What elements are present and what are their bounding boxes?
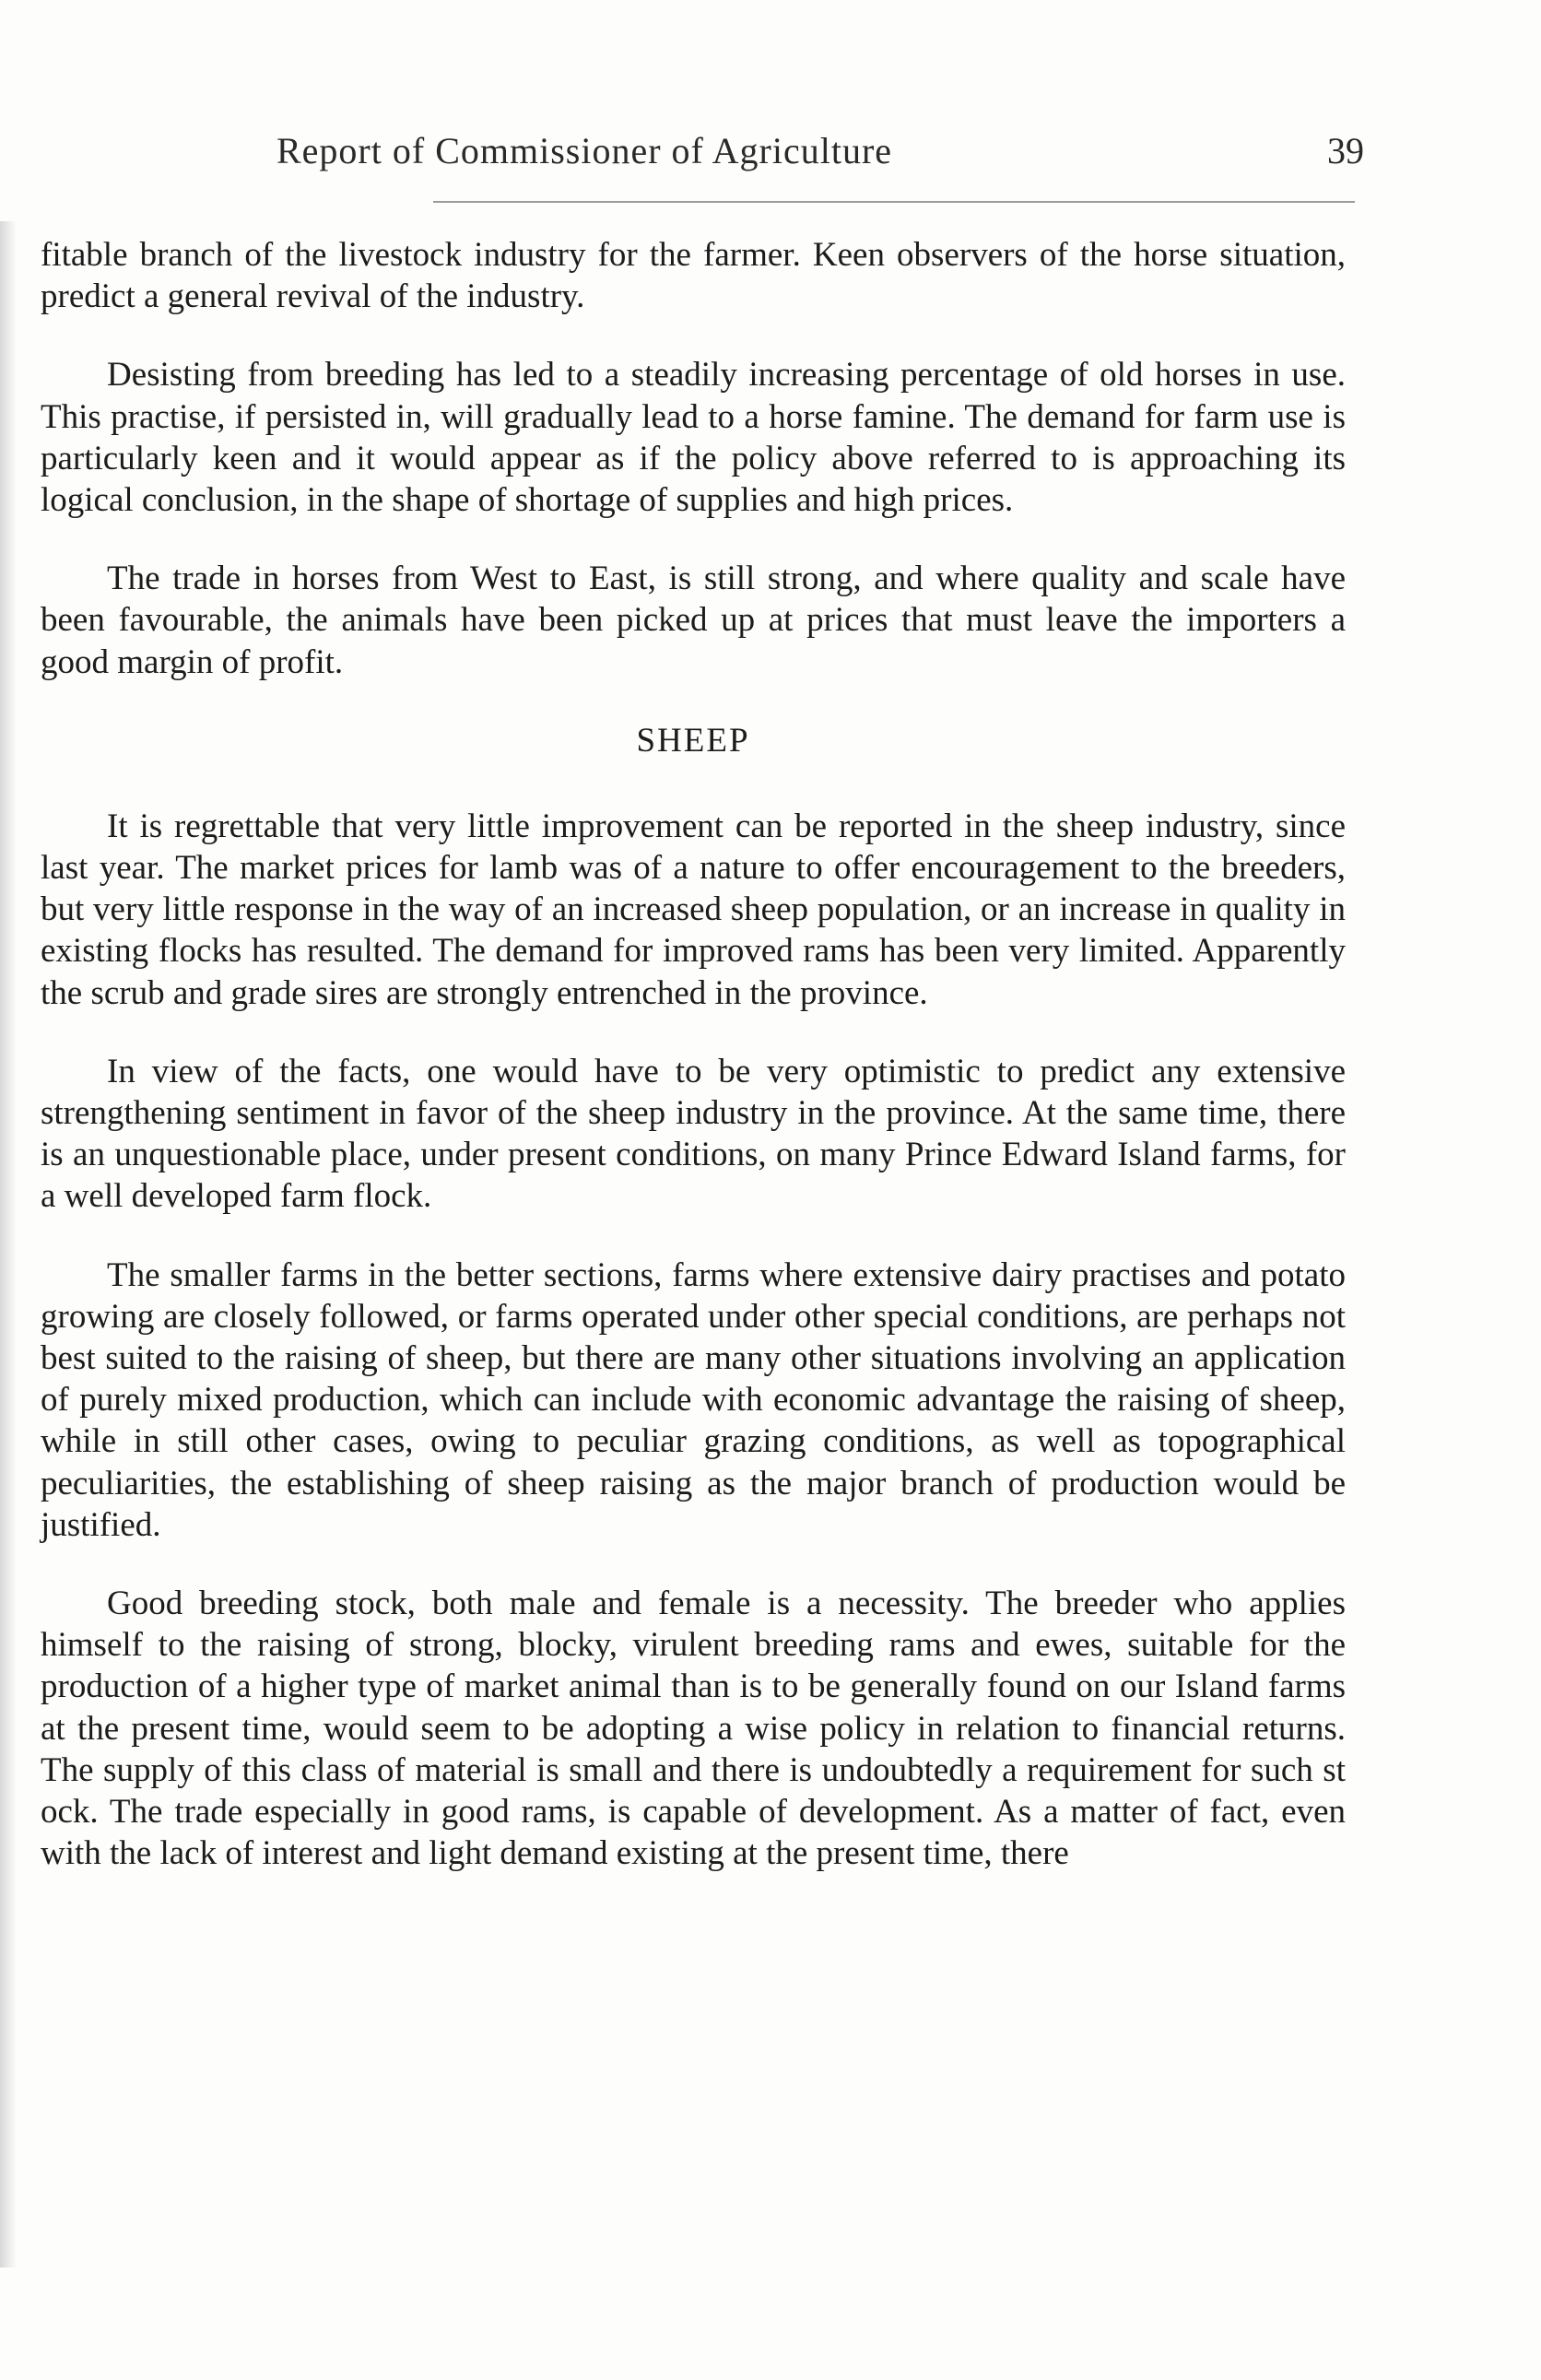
paragraph: It is regrettable that very little improvement can be reported in the sheep industry, since last year. The market prices for lamb was of a nature to offer encouragement to the breeders, but very little response in the way of an increased sheep population, or an increase in quality in existing flocks has resulted. The demand for improved rams has been very limited. Apparently the scrub and grade sires are strongly entrenched in the province. xyxy=(41,807,1346,1012)
paragraph: Good breeding stock, both male and female is a necessity. The breeder who applies himself to the raising of strong, blocky, virulent breeding rams and ewes, suitable for the production of a higher type of market animal than is to be generally found on our Island farms at the present time, would seem to be adopting a wise policy in relation to financial returns. The supply of this class of material is small and there is undoubtedly a requirement for such st ock. The trade especially in good rams, is capable of development. As a matter of fact, even with the lack of interest and light demand existing at the present time, there xyxy=(41,1585,1346,1873)
header-rule xyxy=(433,201,1355,203)
paragraph: The trade in horses from West to East, is still strong, and where quality and scale have been favourable, the animals have been picked up at prices that must leave the importers a good margin of profit. xyxy=(41,560,1346,681)
section-heading: SHEEP xyxy=(636,721,750,760)
paragraph: fitable branch of the livestock industry for the farmer. Keen observers of the horse situation, predict a general revival of the industry. xyxy=(41,236,1346,316)
paragraph: In view of the facts, one would have to be very optimistic to predict any extensive strengthening sentiment in favor of the sheep industry in the province. At the same time, there is an unquestionable place, under present conditions, on many Prince Edward Island farms, for a well developed farm flock. xyxy=(41,1052,1346,1216)
paragraph: The smaller farms in the better sections, farms where extensive dairy practises and potato growing are closely followed, or farms operated under other special conditions, are perhaps not best suited to the raising of sheep, but there are many other situations involving an application of purely mixed production, which can include with economic advantage the raising of sheep, while in still other cases, owing to peculiar grazing conditions, as well as topographical peculiarities, the establishing of sheep raising as the major branch of production would be justified. xyxy=(41,1255,1346,1544)
page-edge-shadow xyxy=(0,221,17,2268)
running-header xyxy=(129,129,1364,184)
document-body xyxy=(41,234,1346,1912)
header-title: Report of Commissioner of Agriculture xyxy=(276,130,893,171)
page-number: 39 xyxy=(1327,130,1364,171)
paragraph: Desisting from breeding has led to a steadily increasing percentage of old horses in use. This practise, if persisted in, will gradually lead to a horse famine. The demand for farm use is particularly keen and it would appear as if the policy above referred to is approaching its logical conclusion, in the shape of shortage of supplies and high prices. xyxy=(41,356,1346,520)
